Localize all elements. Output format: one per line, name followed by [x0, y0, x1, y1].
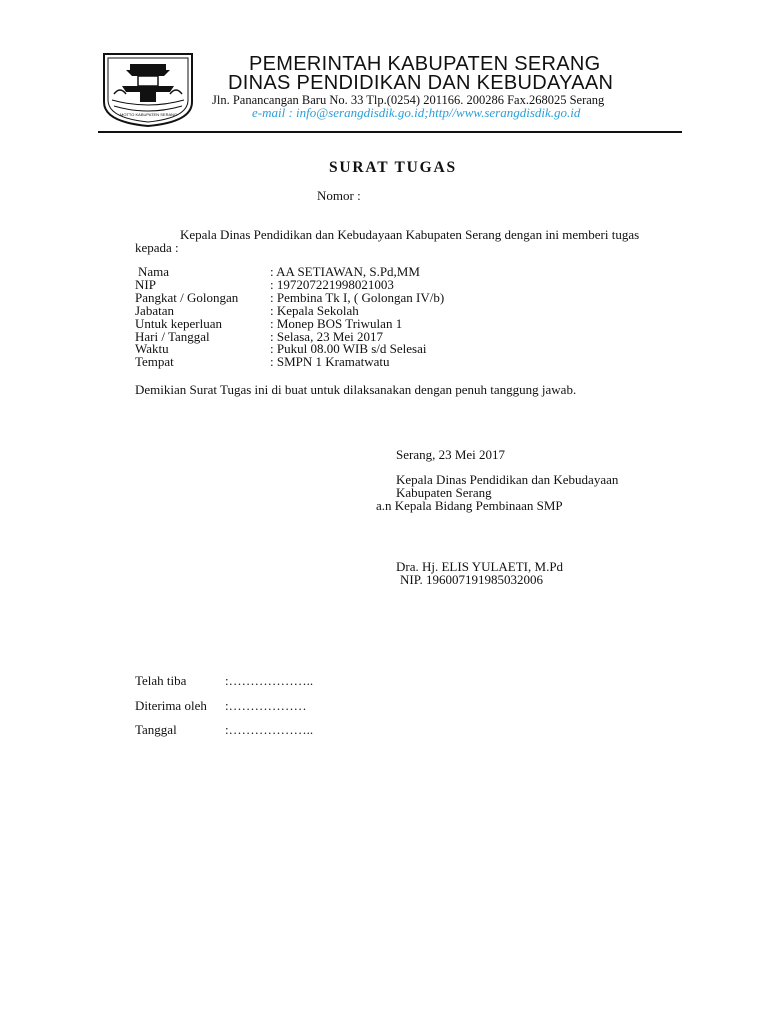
field-label: Nama	[138, 264, 170, 279]
field-value: : Pukul 08.00 WIB s/d Selesai	[270, 341, 427, 357]
field-value: : Monep BOS Triwulan 1	[270, 315, 403, 331]
receipt-label: Diterima oleh	[135, 698, 207, 713]
field-row-tempat	[135, 356, 444, 369]
signatory-nip: NIP. 196007191985032006	[400, 572, 544, 587]
logo-motto: MOTTO KABUPATEN SERANG	[120, 112, 178, 117]
signature-place-date: Serang, 23 Mei 2017	[396, 447, 506, 462]
signatory-name: Dra. Hj. ELIS YULAETI, M.Pd	[396, 559, 564, 574]
header-email-link[interactable]: e-mail : info@serangdisdik.go.id;http//www.serangdisdik.go.id	[252, 105, 581, 120]
field-label: Untuk keperluan	[135, 315, 223, 331]
field-value: : Pembina Tk I, ( Golongan IV/b)	[270, 289, 445, 305]
header-government: PEMERINTAH KABUPATEN SERANG	[249, 53, 601, 75]
receipt-label: Telah tiba	[135, 673, 187, 688]
field-value: : SMPN 1 Kramatwatu	[270, 354, 390, 370]
receipt-blank: :………………..	[225, 673, 314, 688]
field-value: : AA SETIAWAN, S.Pd,MM	[270, 264, 420, 279]
receipt-blank: :………………	[225, 698, 307, 713]
field-label: Tempat	[135, 354, 174, 370]
intro-text-cont: kepada :	[135, 240, 179, 255]
receipt-row-received-by	[135, 698, 307, 714]
intro-text: Kepala Dinas Pendidikan dan Kebudayaan Kabupaten Serang dengan ini memberi tugas	[180, 227, 640, 242]
receipt-row-date	[135, 722, 313, 738]
field-value: : Selasa, 23 Mei 2017	[270, 328, 384, 344]
field-label: Pangkat / Golongan	[135, 289, 239, 305]
regency-logo	[100, 50, 196, 128]
signature-on-behalf: a.n Kepala Bidang Pembinaan SMP	[376, 498, 563, 513]
field-value: : 197207221998021003	[270, 276, 394, 292]
field-label: NIP	[135, 276, 156, 292]
header-address: Jln. Panancangan Baru No. 33 Tlp.(0254) 201166. 200286 Fax.268025 Serang	[212, 93, 605, 107]
closing-text: Demikian Surat Tugas ini di buat untuk dilaksanakan dengan penuh tanggung jawab.	[135, 382, 577, 397]
receipt-blank: :………………..	[225, 722, 314, 737]
receipt-label: Tanggal	[135, 722, 177, 737]
nomor-label: Nomor :	[317, 188, 361, 203]
field-label: Waktu	[135, 341, 169, 357]
field-label: Hari / Tanggal	[135, 328, 210, 344]
signature-office-cont: Kabupaten Serang	[396, 485, 492, 500]
document-title: SURAT TUGAS	[329, 159, 457, 176]
header-department: DINAS PENDIDIKAN DAN KEBUDAYAAN	[228, 72, 614, 94]
field-label: Jabatan	[135, 302, 174, 318]
signature-office: Kepala Dinas Pendidikan dan Kebudayaan	[396, 472, 619, 487]
field-value: : Kepala Sekolah	[270, 302, 359, 318]
assignment-fields	[135, 266, 444, 369]
receipt-row-arrived	[135, 673, 313, 689]
header-divider	[98, 131, 682, 133]
